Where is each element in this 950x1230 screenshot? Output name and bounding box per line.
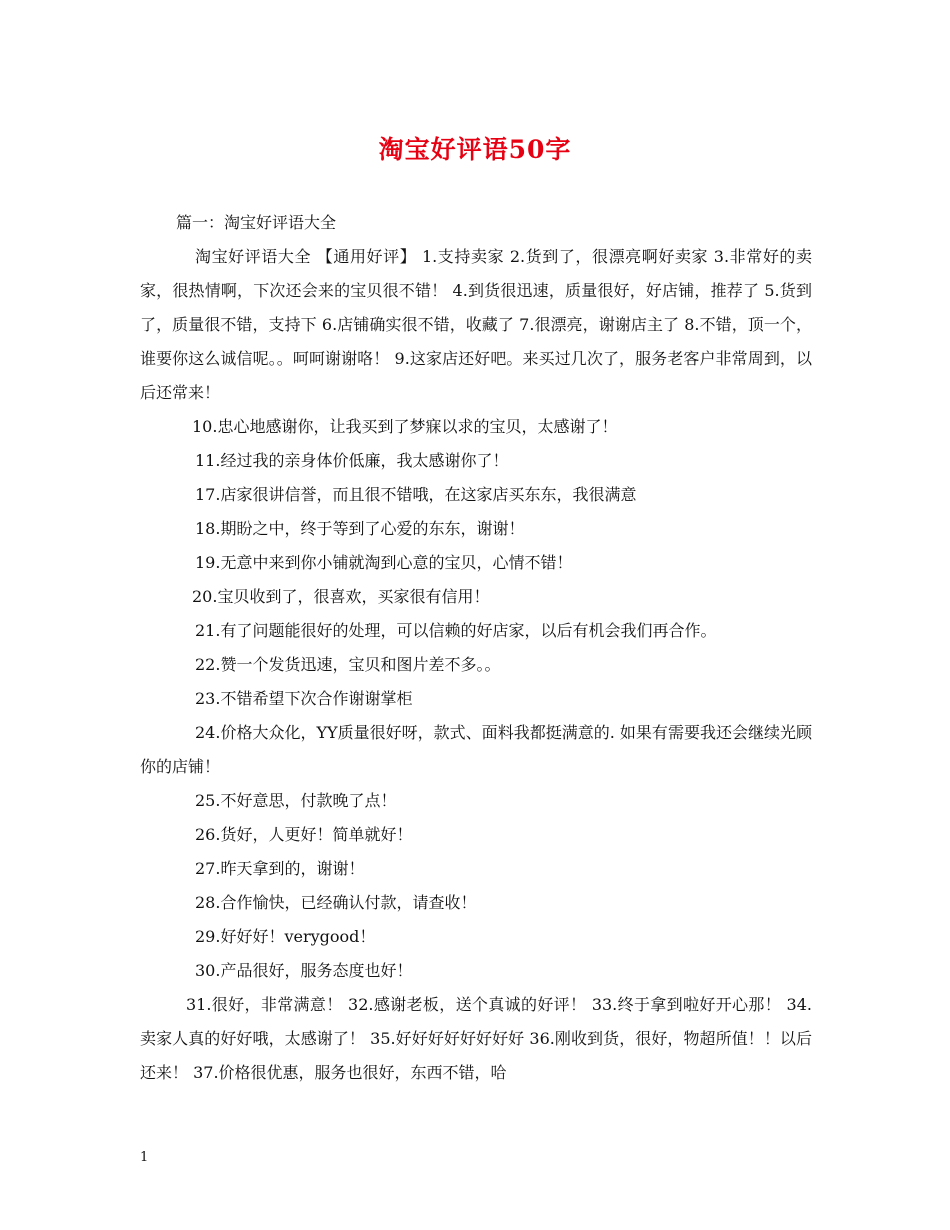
- list-item: 18.期盼之中，终于等到了心爱的东东，谢谢！: [195, 519, 525, 538]
- list-item: 24.价格大众化，YY质量很好呀，款式、面料我都挺满意的. 如果有需要我还会继续光顾你的店铺！: [140, 723, 812, 776]
- document-title: 淘宝好评语50字: [378, 135, 572, 164]
- list-item: 23.不错希望下次合作谢谢掌柜: [195, 689, 413, 708]
- list-item: 17.店家很讲信誉，而且很不错哦，在这家店买东东，我很满意: [195, 485, 637, 504]
- page-number: 1: [140, 1150, 149, 1165]
- list-item: 28.合作愉快，已经确认付款，请查收！: [195, 893, 477, 912]
- list-item: 20.宝贝收到了，很喜欢，买家很有信用！: [192, 587, 490, 606]
- list-item: 26.货好，人更好！简单就好！: [195, 825, 413, 844]
- list-item: 11.经过我的亲身体价低廉，我太感谢你了！: [195, 451, 509, 470]
- list-item: 31.很好，非常满意！ 32.感谢老板，送个真诚的好评！ 33.终于拿到啦好开心那！ 34.卖家人真的好好哦，太感谢了！ 35.好好好好好好好好 36.刚收到货，很好，物超所值！！以后还来！ 37.价格很优惠，服务也很好，东西不错，哈: [140, 995, 812, 1082]
- list-item: 22.赞一个发货迅速，宝贝和图片差不多。。: [195, 655, 501, 674]
- document-body: [140, 240, 812, 1090]
- list-item: 21.有了问题能很好的处理，可以信赖的好店家，以后有机会我们再合作。: [195, 621, 717, 640]
- list-item: 27.昨天拿到的，谢谢！: [195, 859, 365, 878]
- section-heading: 篇一：淘宝好评语大全: [176, 213, 337, 232]
- paragraph-intro: 淘宝好评语大全 【通用好评】 1.支持卖家 2.货到了，很漂亮啊好卖家 3.非常好的卖家，很热情啊，下次还会来的宝贝很不错！ 4.到货很迅速，质量很好，好店铺，推荐了 5.货到了，质量很不错，支持下 6.店铺确实很不错，收藏了 7.很漂亮，谢谢店主了 8.不错，顶一个，谁要你这么诚信呢。。呵呵谢谢咯！ 9.这家店还好吧。来买过几次了，服务老客户非常周到，以后还常来！: [140, 247, 812, 402]
- list-item: 19.无意中来到你小铺就淘到心意的宝贝，心情不错！: [195, 553, 573, 572]
- list-item: 25.不好意思，付款晚了点！: [195, 791, 397, 810]
- list-item: 29.好好好！verygood！: [195, 927, 376, 946]
- list-item: 30.产品很好，服务态度也好！: [195, 961, 413, 980]
- list-item: 10.忠心地感谢你，让我买到了梦寐以求的宝贝，太感谢了！: [192, 417, 618, 436]
